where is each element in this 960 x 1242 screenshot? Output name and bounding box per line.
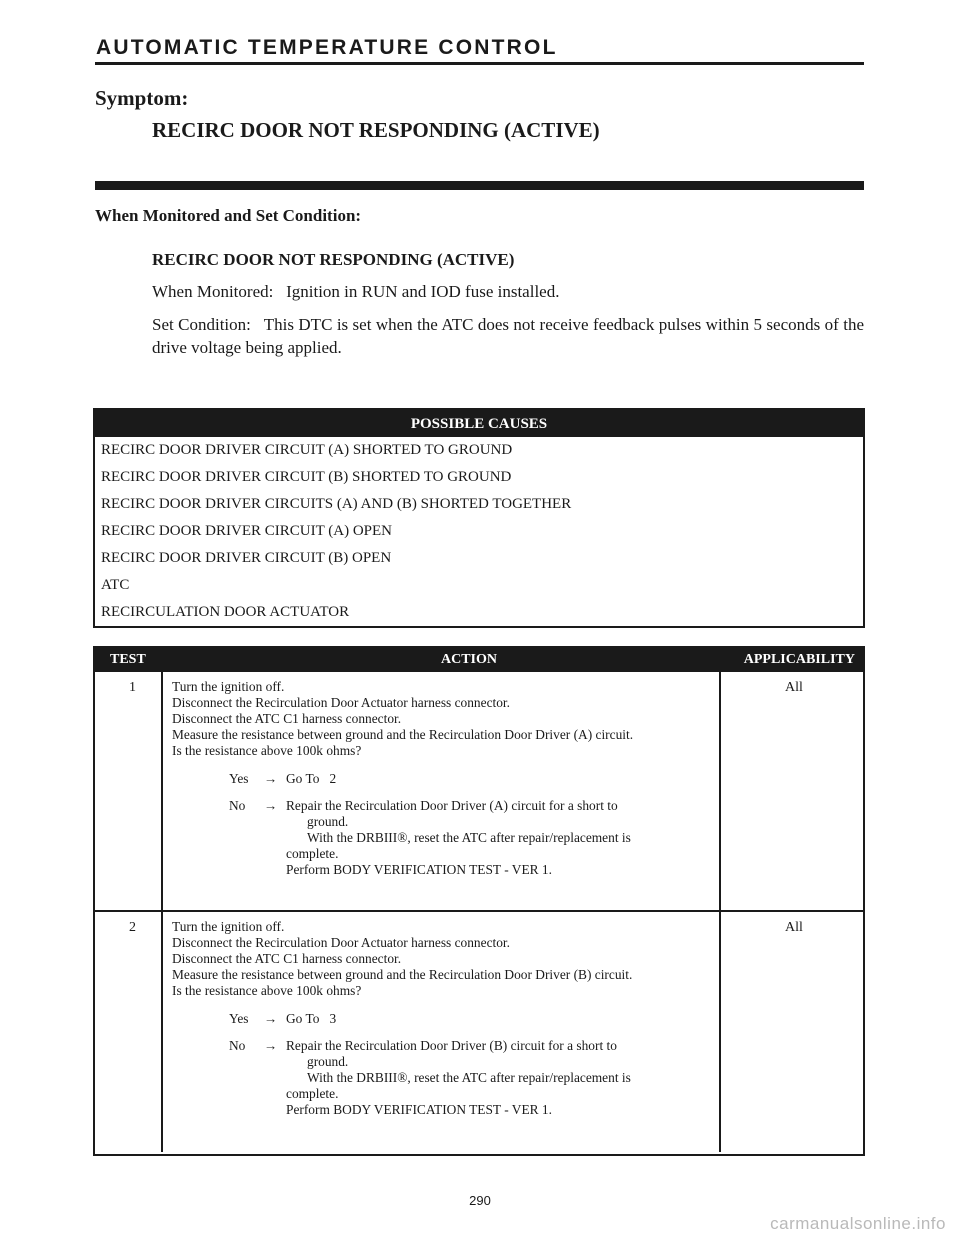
column-header-applicability: APPLICABILITY xyxy=(743,652,855,667)
column-header-test: TEST xyxy=(110,652,146,667)
action-step: Disconnect the ATC C1 harness connector. xyxy=(172,711,402,726)
cause-item: RECIRC DOOR DRIVER CIRCUIT (A) SHORTED TO GROUND xyxy=(101,442,513,458)
column-divider xyxy=(161,672,163,910)
result-no-text: ground. xyxy=(307,1054,349,1069)
test-applicability: All xyxy=(785,920,803,935)
result-no-label: No xyxy=(229,1038,246,1053)
result-no-label: No xyxy=(229,798,246,813)
arrow-right-icon: → xyxy=(264,798,278,813)
result-no-text: With the DRBIII®, reset the ATC after repair/replacement is xyxy=(307,830,631,845)
when-monitored-text: When Monitored: Ignition in RUN and IOD fuse installed. xyxy=(152,282,560,301)
action-step: Measure the resistance between ground and the Recirculation Door Driver (B) circuit. xyxy=(172,967,633,982)
condition-heading: When Monitored and Set Condition: xyxy=(95,206,362,225)
result-yes-label: Yes xyxy=(229,771,249,786)
action-step: Disconnect the Recirculation Door Actuator harness connector. xyxy=(172,695,511,710)
test-row xyxy=(95,672,863,910)
column-divider xyxy=(719,672,721,910)
column-divider xyxy=(719,912,721,1152)
action-step: Disconnect the ATC C1 harness connector. xyxy=(172,951,402,966)
test-action xyxy=(172,919,715,1118)
result-no-text: Repair the Recirculation Door Driver (A) circuit for a short to xyxy=(286,798,618,813)
action-step: Is the resistance above 100k ohms? xyxy=(172,983,362,998)
result-no-text: With the DRBIII®, reset the ATC after repair/replacement is xyxy=(307,1070,631,1085)
page-number: 290 xyxy=(469,1193,491,1208)
cause-item: RECIRC DOOR DRIVER CIRCUIT (B) SHORTED TO GROUND xyxy=(101,469,512,485)
test-applicability: All xyxy=(785,680,803,695)
result-yes xyxy=(172,771,715,787)
cause-item: RECIRC DOOR DRIVER CIRCUITS (A) AND (B) SHORTED TOGETHER xyxy=(101,496,572,512)
test-number: 1 xyxy=(129,680,136,695)
possible-causes-table xyxy=(93,408,865,628)
result-no-text: complete. xyxy=(286,846,339,861)
result-yes-text: Go To 2 xyxy=(286,771,337,786)
result-yes-text: Go To 3 xyxy=(286,1011,337,1026)
header-rule xyxy=(95,62,864,65)
test-row xyxy=(95,910,863,1152)
result-no-text: Perform BODY VERIFICATION TEST - VER 1. xyxy=(286,862,552,877)
test-table xyxy=(93,646,865,1156)
arrow-right-icon: → xyxy=(264,1011,278,1026)
column-header-action: ACTION xyxy=(441,652,498,667)
result-yes xyxy=(172,1011,715,1027)
cause-item: RECIRC DOOR DRIVER CIRCUIT (A) OPEN xyxy=(101,523,392,539)
test-table-header xyxy=(95,648,863,672)
condition-name: RECIRC DOOR NOT RESPONDING (ACTIVE) xyxy=(152,250,515,269)
symptom-name: RECIRC DOOR NOT RESPONDING (ACTIVE) xyxy=(152,118,600,142)
action-step: Measure the resistance between ground and the Recirculation Door Driver (A) circuit. xyxy=(172,727,634,742)
result-no-text: Perform BODY VERIFICATION TEST - VER 1. xyxy=(286,1102,552,1117)
arrow-right-icon: → xyxy=(264,1038,278,1053)
result-no-text: complete. xyxy=(286,1086,339,1101)
action-step: Disconnect the Recirculation Door Actuator harness connector. xyxy=(172,935,511,950)
action-step: Turn the ignition off. xyxy=(172,679,285,694)
set-condition-text: Set Condition: This DTC is set when the ATC does not receive feedback pulses within 5 seconds of the drive voltage being applied. xyxy=(152,315,869,357)
section-title: AUTOMATIC TEMPERATURE CONTROL xyxy=(96,36,558,59)
possible-causes-header: POSSIBLE CAUSES xyxy=(95,410,863,437)
symptom-divider xyxy=(95,181,864,190)
symptom-label: Symptom: xyxy=(95,86,189,110)
watermark: carmanualsonline.info xyxy=(770,1214,946,1233)
column-divider xyxy=(161,912,163,1152)
action-step: Turn the ignition off. xyxy=(172,919,285,934)
cause-item: RECIRCULATION DOOR ACTUATOR xyxy=(101,604,350,620)
result-no xyxy=(172,1038,715,1118)
result-no-text: Repair the Recirculation Door Driver (B) circuit for a short to xyxy=(286,1038,617,1053)
arrow-right-icon: → xyxy=(264,771,278,786)
test-number: 2 xyxy=(129,920,136,935)
result-no xyxy=(172,798,715,878)
result-no-text: ground. xyxy=(307,814,349,829)
test-action xyxy=(172,679,715,878)
cause-item: RECIRC DOOR DRIVER CIRCUIT (B) OPEN xyxy=(101,550,392,566)
cause-item: ATC xyxy=(101,577,130,593)
result-yes-label: Yes xyxy=(229,1011,249,1026)
action-step: Is the resistance above 100k ohms? xyxy=(172,743,362,758)
